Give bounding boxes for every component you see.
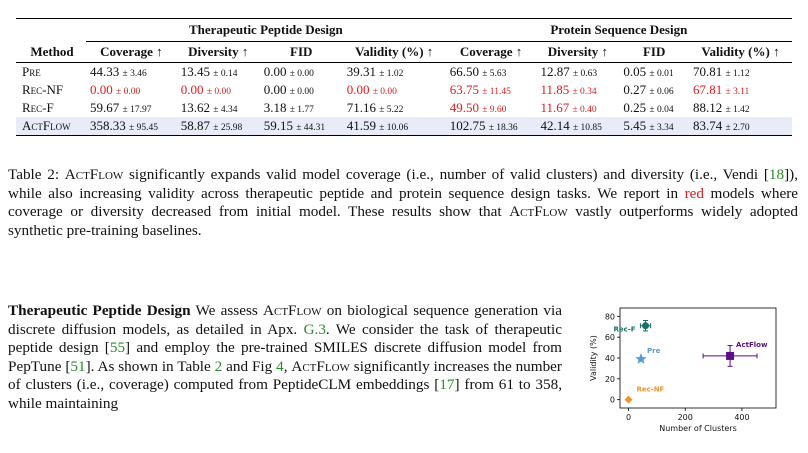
cell-value: 83.74 xyxy=(692,118,723,133)
caption-text: models where coverage or diversity decreased from initial model. These results show that xyxy=(8,184,798,220)
cell-value: 88.12 xyxy=(692,100,723,115)
results-table xyxy=(16,18,792,136)
y-tick-label: 20 xyxy=(604,374,615,384)
cell-value: 49.50 xyxy=(449,100,479,115)
value-cell xyxy=(619,81,689,99)
cell-std: ± 17.97 xyxy=(122,105,152,115)
cell-std: ± 0.14 xyxy=(213,69,238,79)
cell-std: ± 11.45 xyxy=(482,87,511,97)
column-header-coverage: Coverage ↑ xyxy=(100,44,163,59)
value-cell xyxy=(619,63,689,82)
cell-value: 42.14 xyxy=(540,118,570,133)
value-cell xyxy=(689,117,792,136)
method-name: ActFlow xyxy=(291,357,350,375)
value-cell xyxy=(260,81,343,99)
cell-std: ± 3.34 xyxy=(649,123,674,133)
cell-std: ± 95.45 xyxy=(129,123,158,133)
x-axis-label: Number of Clusters xyxy=(659,424,737,433)
cell-value: 0.25 xyxy=(623,100,647,115)
paragraph-heading: Therapeutic Peptide Design xyxy=(8,302,191,319)
cell-value: 358.33 xyxy=(90,118,126,133)
y-axis-label: Validity (%) xyxy=(589,335,598,381)
value-cell xyxy=(536,63,619,82)
x-tick-label: 0 xyxy=(625,413,632,422)
cell-std: ± 1.42 xyxy=(725,105,750,115)
cell-std: ± 25.98 xyxy=(213,123,243,133)
value-cell xyxy=(536,99,619,117)
value-cell xyxy=(86,99,177,117)
y-tick-label: 80 xyxy=(604,312,615,322)
value-cell xyxy=(86,117,177,136)
cell-std: ± 0.06 xyxy=(649,87,674,97)
cell-value: 0.00 xyxy=(180,82,204,97)
caption-label: Table 2: xyxy=(8,166,65,183)
value-cell xyxy=(536,81,619,99)
method-name: ActFlow xyxy=(263,302,322,319)
method-name: ActFlow xyxy=(509,203,568,220)
citation-link[interactable]: 17 xyxy=(439,376,455,393)
value-cell xyxy=(343,117,446,136)
value-cell xyxy=(343,63,446,82)
cell-std: ± 9.60 xyxy=(482,105,507,115)
table-link[interactable]: 2 xyxy=(214,357,223,375)
value-cell xyxy=(619,99,689,117)
cell-std: ± 0.00 xyxy=(116,87,141,97)
point-label: Rec-NF xyxy=(636,385,665,394)
body-text: and Fig xyxy=(222,357,277,375)
body-paragraph xyxy=(8,302,562,413)
citation-link[interactable]: 18 xyxy=(768,166,785,183)
cell-std: ± 5.22 xyxy=(379,105,404,115)
y-tick-label: 0 xyxy=(609,395,615,405)
value-cell xyxy=(689,63,792,82)
value-cell xyxy=(446,63,537,82)
cell-value: 0.00 xyxy=(346,82,370,97)
body-text: on biological sequence generation via discrete diffusion models, as detailed in Apx. xyxy=(8,302,562,338)
value-cell xyxy=(689,99,792,117)
point-label: ActFlow xyxy=(736,340,768,349)
cell-value: 44.33 xyxy=(90,64,120,79)
method-cell: ActFlow xyxy=(16,117,86,136)
value-cell xyxy=(86,63,177,82)
point-label: Pre xyxy=(646,347,661,356)
cell-value: 0.00 xyxy=(90,82,113,97)
figure-link[interactable]: 4 xyxy=(276,357,284,375)
value-cell xyxy=(446,81,537,99)
body-text: significantly increases the number of clusters (i.e., coverage) computed from PeptideCLM embeddings [ xyxy=(8,357,562,393)
cell-std: ± 1.77 xyxy=(289,105,314,115)
value-cell xyxy=(446,99,537,117)
cell-value: 63.75 xyxy=(449,82,479,97)
cell-std: ± 18.36 xyxy=(488,123,518,133)
value-cell xyxy=(260,99,343,117)
value-cell xyxy=(177,63,260,82)
column-header-method: Method xyxy=(30,43,74,59)
value-cell xyxy=(619,117,689,136)
column-header-coverage: Coverage ↑ xyxy=(459,44,523,59)
value-cell xyxy=(177,99,260,117)
red-keyword: red xyxy=(684,184,705,202)
cell-std: ± 0.04 xyxy=(649,105,674,115)
cell-std: ± 1.12 xyxy=(725,69,750,79)
cell-value: 11.67 xyxy=(540,100,570,115)
cell-std: ± 0.40 xyxy=(572,105,597,115)
cell-std: ± 5.63 xyxy=(482,69,507,79)
body-text: ] from 61 to 358, while maintaining xyxy=(8,376,562,412)
citation-link[interactable]: 51 xyxy=(70,357,86,375)
value-cell xyxy=(689,81,792,99)
cell-std: ± 2.70 xyxy=(725,123,750,133)
cell-value: 13.62 xyxy=(180,100,210,115)
column-header-diversity: Diversity ↑ xyxy=(547,44,609,59)
scatter-chart xyxy=(574,300,800,448)
body-text: , xyxy=(283,357,292,375)
cell-value: 102.75 xyxy=(449,118,486,133)
value-cell xyxy=(446,117,537,136)
cell-value: 0.00 xyxy=(263,82,287,97)
body-text: We assess xyxy=(190,302,264,319)
empty-header xyxy=(16,19,86,42)
column-header-validity: Validity (%) ↑ xyxy=(701,44,780,59)
cell-value: 5.45 xyxy=(623,118,647,133)
cell-value: 58.87 xyxy=(180,118,210,133)
cell-value: 70.81 xyxy=(692,64,723,79)
cell-std: ± 0.63 xyxy=(572,69,598,79)
cell-value: 12.87 xyxy=(540,64,570,79)
point-label: Rec-F xyxy=(613,325,636,334)
cell-value: 0.00 xyxy=(263,64,287,79)
cell-value: 59.67 xyxy=(90,100,120,115)
cell-value: 41.59 xyxy=(346,118,376,133)
table-caption xyxy=(8,166,798,240)
column-header-validity: Validity (%) ↑ xyxy=(355,44,434,59)
column-header-fid: FID xyxy=(290,44,313,59)
cell-value: 3.18 xyxy=(263,100,287,115)
cell-value: 0.05 xyxy=(623,64,647,79)
x-tick-label: 400 xyxy=(734,413,750,422)
appendix-link[interactable]: G.3 xyxy=(303,320,326,338)
cell-value: 66.50 xyxy=(449,64,479,79)
value-cell xyxy=(177,117,260,136)
citation-link[interactable]: 55 xyxy=(109,339,126,356)
cell-value: 59.15 xyxy=(263,118,293,133)
value-cell xyxy=(177,81,260,99)
scatter-figure xyxy=(574,300,800,448)
cell-std: ± 44.31 xyxy=(296,123,326,133)
cell-std: ± 3.11 xyxy=(725,87,750,97)
cell-std: ± 0.00 xyxy=(372,87,397,97)
cell-std: ± 0.00 xyxy=(206,87,231,97)
table-row xyxy=(16,99,792,117)
y-tick-label: 60 xyxy=(604,333,615,343)
cell-std: ± 1.02 xyxy=(379,69,404,79)
data-point-actflow xyxy=(726,352,734,360)
caption-text: vastly outperforms widely adopted synthetic pre-training baselines. xyxy=(8,203,799,239)
table-body xyxy=(16,63,792,136)
column-header-diversity: Diversity ↑ xyxy=(188,44,249,59)
method-cell: Rec-F xyxy=(22,100,54,115)
value-cell xyxy=(86,81,177,99)
data-point-pre xyxy=(635,353,646,364)
cell-value: 39.31 xyxy=(346,64,376,79)
body-text: ]. As shown in Table xyxy=(85,357,215,375)
value-cell xyxy=(536,117,619,136)
cell-std: ± 0.01 xyxy=(649,69,674,79)
body-text: . We consider the task of therapeutic peptide design [ xyxy=(8,320,562,356)
table-row xyxy=(16,81,792,99)
cell-value: 13.45 xyxy=(180,64,210,79)
y-tick-label: 40 xyxy=(604,354,615,363)
cell-std: ± 4.34 xyxy=(213,105,238,115)
group-header-peptide: Therapeutic Peptide Design xyxy=(86,19,446,42)
body-text: ] and employ the pre-trained SMILES discrete diffusion model from PepTune [ xyxy=(8,339,562,375)
data-point-rec-nf xyxy=(625,396,633,404)
table-row xyxy=(16,117,792,136)
group-header-protein: Protein Sequence Design xyxy=(446,19,792,42)
cell-value: 71.16 xyxy=(346,100,376,115)
cell-std: ± 10.06 xyxy=(379,123,409,133)
value-cell xyxy=(260,117,343,136)
method-cell: Rec-NF xyxy=(22,82,64,97)
method-name: ActFlow xyxy=(64,166,124,183)
value-cell xyxy=(260,63,343,82)
caption-text: ]), while also increasing validity across therapeutic peptide and protein sequence design tasks. We report in xyxy=(8,166,798,202)
cell-std: ± 0.00 xyxy=(289,69,314,79)
value-cell xyxy=(343,99,446,117)
method-cell: Pre xyxy=(22,64,41,79)
cell-std: ± 0.00 xyxy=(289,87,314,97)
cell-value: 11.85 xyxy=(540,82,570,97)
x-tick-label: 200 xyxy=(677,413,693,422)
data-point-rec-f xyxy=(642,322,649,329)
cell-std: ± 3.46 xyxy=(122,69,147,79)
cell-std: ± 0.34 xyxy=(572,87,597,97)
value-cell xyxy=(343,81,446,99)
table-row xyxy=(16,63,792,82)
column-header-fid: FID xyxy=(642,44,666,59)
cell-value: 0.27 xyxy=(623,82,647,97)
cell-value: 67.81 xyxy=(692,82,723,97)
caption-text: significantly expands valid model coverage (i.e., number of valid clusters) and diversity (i.e., Vendi [ xyxy=(123,166,769,183)
cell-std: ± 10.85 xyxy=(572,123,602,133)
